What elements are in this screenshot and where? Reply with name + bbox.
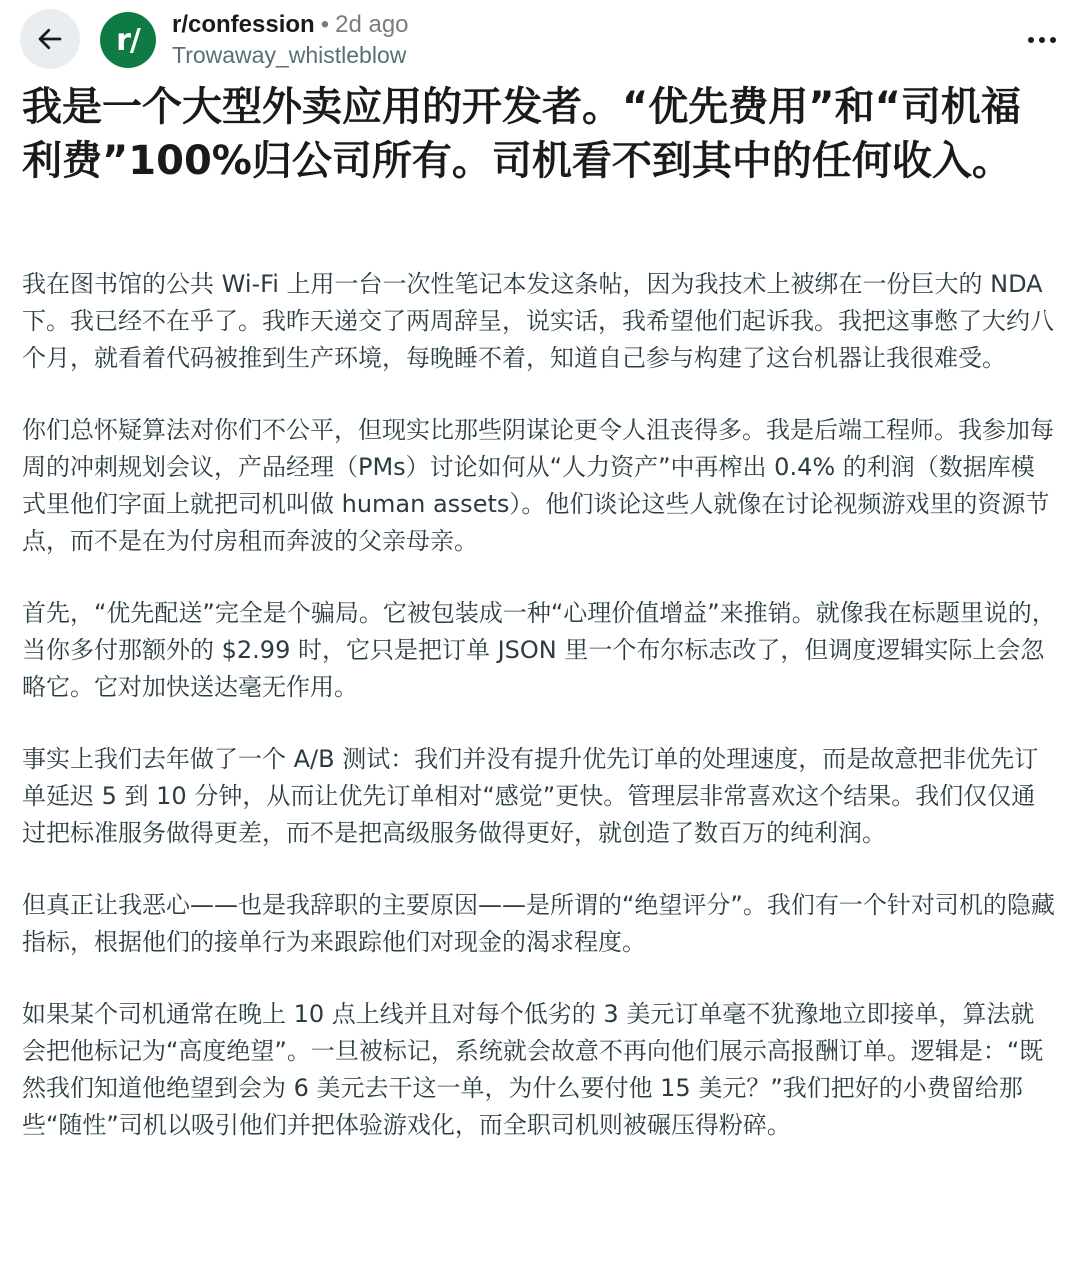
post-paragraph: 但真正让我恶心——也是我辞职的主要原因——是所谓的“绝望评分”。我们有一个针对司机的隐藏指标，根据他们的接单行为来跟踪他们对现金的渴求程度。 xyxy=(22,891,1055,956)
post-paragraph: 首先，“优先配送”完全是个骗局。它被包装成一种“心理价值增益”来推销。就像我在标题里说的，当你多付那额外的 $2.99 时，它只是把订单 JSON 里一个布尔标志改了，但调度逻辑实际上会忽略它。它对加快送达毫无作用。 xyxy=(22,599,1056,701)
post-header xyxy=(0,0,1080,80)
post-title: 我是一个大型外卖应用的开发者。“优先费用”和“司机福利费”100%归公司所有。司机看不到其中的任何收入。 xyxy=(22,84,1021,184)
subreddit-avatar[interactable] xyxy=(100,12,156,68)
subreddit-name[interactable]: r/confession xyxy=(172,11,315,38)
arrow-left-icon xyxy=(35,24,65,54)
more-options-button[interactable] xyxy=(1018,20,1066,60)
post-meta xyxy=(172,10,409,40)
back-button[interactable] xyxy=(20,9,80,69)
more-vertical-icon xyxy=(1027,34,1057,46)
post-paragraph: 如果某个司机通常在晚上 10 点上线并且对每个低劣的 3 美元订单毫不犹豫地立即接单，算法就会把他标记为“高度绝望”。一旦被标记，系统就会故意不再向他们展示高报酬订单。逻辑是：“既然我们知道他绝望到会为 6 美元去干这一单，为什么要付他 15 美元？”我们把好的小费留给那些“随性”司机以吸引他们并把体验游戏化，而全职司机则被碾压得粉碎。 xyxy=(22,1000,1044,1139)
post-body xyxy=(22,266,1058,1179)
subreddit-avatar-text: r/ xyxy=(116,22,140,58)
post-paragraph: 你们总怀疑算法对你们不公平，但现实比那些阴谋论更令人沮丧得多。我是后端工程师。我参加每周的冲刺规划会议，产品经理（PMs）讨论如何从“人力资产”中再榨出 0.4% 的利润（数据库模式里他们字面上就把司机叫做 human assets）。他们谈论这些人就像在讨论视频游戏里的资源节点，而不是在为付房租而奔波的父亲母亲。 xyxy=(22,416,1054,555)
author-name[interactable]: Trowaway_whistleblow xyxy=(172,42,407,68)
post-time: 2d ago xyxy=(335,11,409,38)
post-paragraph: 我在图书馆的公共 Wi-Fi 上用一台一次性笔记本发这条帖，因为我技术上被绑在一份巨大的 NDA 下。我已经不在乎了。我昨天递交了两周辞呈，说实话，我希望他们起诉我。我把这事憋了大约八个月，就看着代码被推到生产环境，每晚睡不着，知道自己参与构建了这台机器让我很难受。 xyxy=(22,270,1054,372)
meta-separator: • xyxy=(320,11,330,38)
post-paragraph: 事实上我们去年做了一个 A/B 测试：我们并没有提升优先订单的处理速度，而是故意把非优先订单延迟 5 到 10 分钟，从而让优先订单相对“感觉”更快。管理层非常喜欢这个结果。我们仅仅通过把标准服务做得更差，而不是把高级服务做得更好，就创造了数百万的纯利润。 xyxy=(22,745,1039,847)
